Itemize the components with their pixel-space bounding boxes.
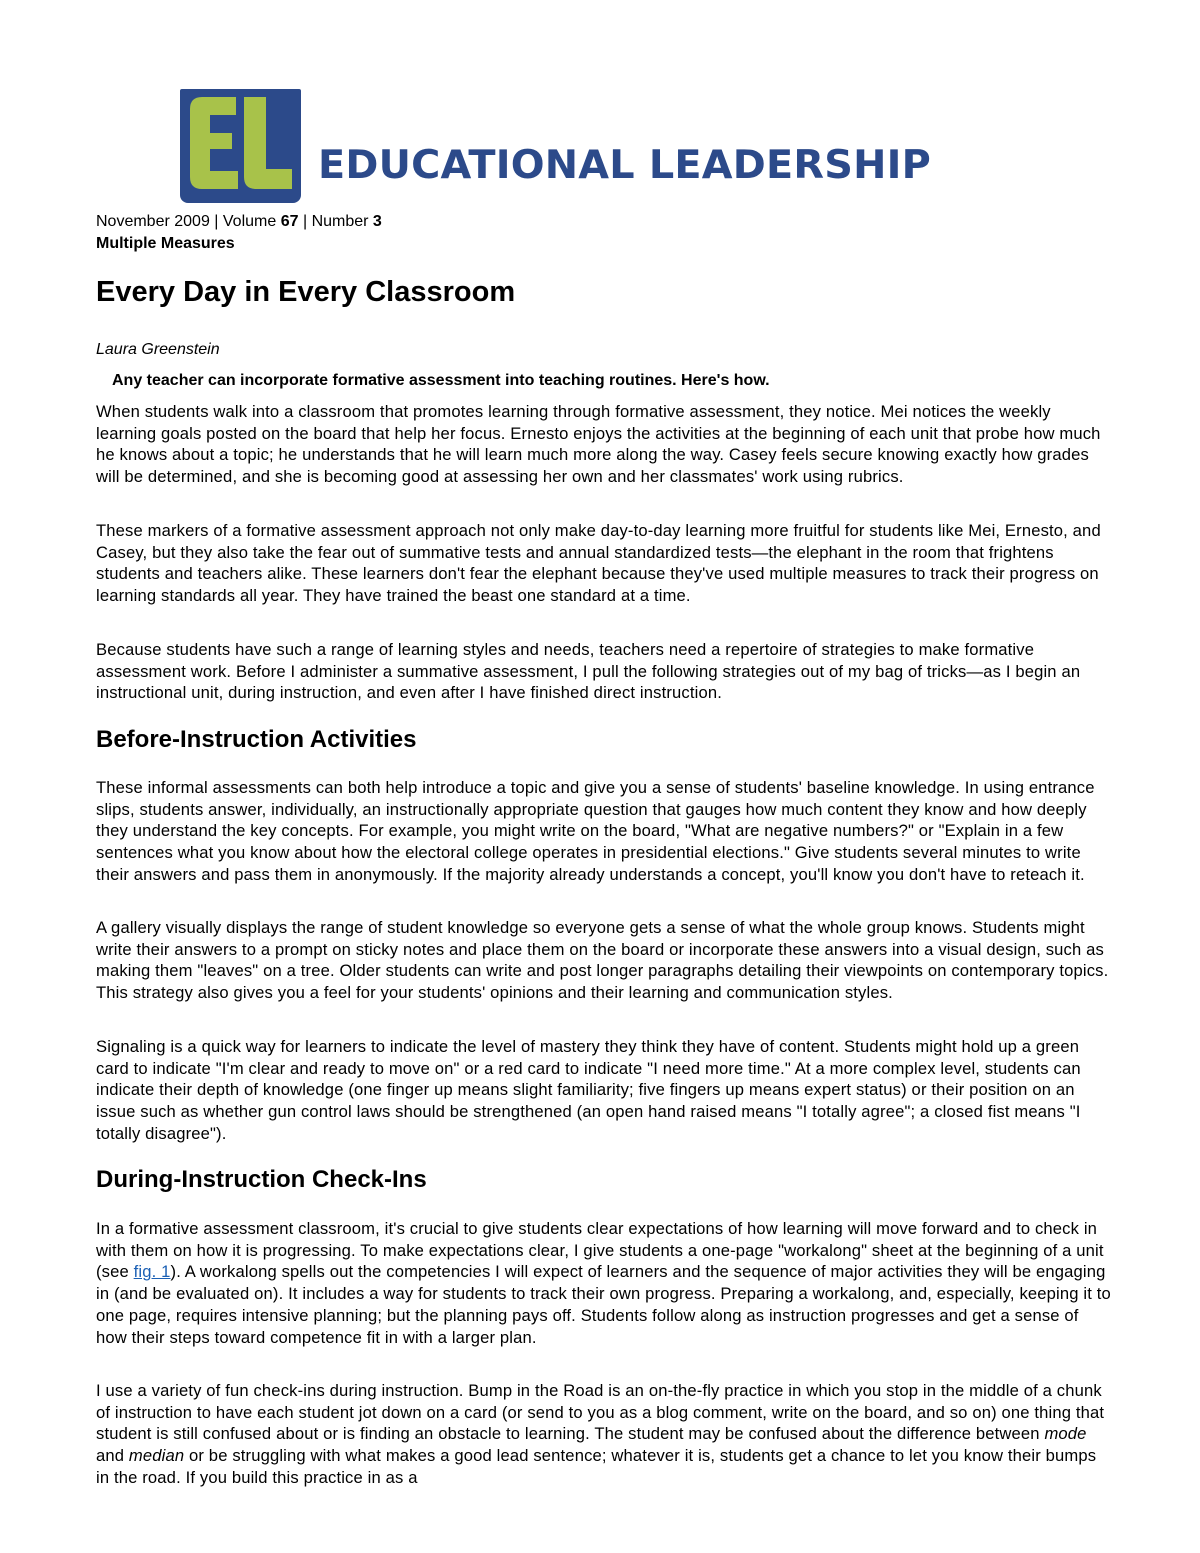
logo-wordmark: EDUCATIONAL LEADERSHIP <box>318 143 931 188</box>
intro-paragraph-2: These markers of a formative assessment approach not only make day-to-day learning more fruitful for students like Mei, Ernesto, and Casey, but they also take the fear out of summative tests and annual standardized tests—the elephant in the room that frightens students and teachers alike. These learners don't fear the elephant because they've used multiple measures to track their progress on learning standards all year. They have trained the beast one standard at a time. <box>96 521 1101 606</box>
term-median: median <box>128 1446 185 1466</box>
el-letters-icon <box>180 89 301 203</box>
issue-number: 3 <box>372 213 382 230</box>
section-heading-before-instruction: Before-Instruction Activities <box>96 726 417 753</box>
intro-paragraph-1: When students walk into a classroom that promotes learning through formative assessment, they notice. Mei notices the weekly learning goals posted on the board that help her focus. Ernesto enjoys the activities at the beginning of each unit that probe how much he knows about a topic; he understands that he will learn much more along the way. Casey feels secure knowing exactly how grades will be determined, and she is becoming good at assessing her own and her classmates' work using rubrics. <box>96 402 1101 487</box>
article-deck: Any teacher can incorporate formative assessment into teaching routines. Here's how. <box>112 372 770 389</box>
during-p2-text-a: I use a variety of fun check-ins during instruction. Bump in the Road is an on-the-fly practice in which you stop in the middle of a chunk of instruction to have each student jot down on a card (or send to you as a blog comment, write on the board, and so on) one thing that student is still confused about or is finding an obstacle to learning. The student may be confused about the difference between <box>96 1381 1105 1444</box>
issue-month: November 2009 <box>96 213 210 230</box>
during-p1-text-b: ). A workalong spells out the competencies I will expect of learners and the sequence of major activities they will be engaging in (and be evaluated on). It includes a way for students to track their own progress. Preparing a workalong, and, especially, keeping it to one page, requires intensive planning; but the planning pays off. Students follow along as instruction progresses and get a sense of how their steps toward competence fit in with a larger plan. <box>96 1262 1111 1347</box>
volume-label: Volume <box>222 213 277 230</box>
intro-paragraph-3: Because students have such a range of learning styles and needs, teachers need a repertoire of strategies to make formative assessment work. Before I administer a summative assessment, I pull the following strategies out of my bag of tricks—as I begin an instructional unit, during instruction, and even after I have finished direct instruction. <box>96 640 1081 703</box>
el-logo-badge <box>180 89 301 203</box>
during-paragraph-1 <box>96 1218 1111 1348</box>
issue-info: November 2009 | Volume 67 | Number 3 <box>96 213 382 230</box>
article-title: Every Day in Every Classroom <box>96 276 516 308</box>
before-paragraph-2: A gallery visually displays the range of student knowledge so everyone gets a sense of what the whole group knows. Students might write their answers to a prompt on sticky notes and place them on the board or incorporate these answers into a visual design, such as making them "leaves" on a tree. Older students can write and post longer paragraphs detailing their viewpoints on contemporary topics. This strategy also gives you a feel for your students' opinions and their learning and communication styles. <box>96 918 1109 1003</box>
before-paragraph-3: Signaling is a quick way for learners to indicate the level of mastery they think they have of content. Students might hold up a green card to indicate "I'm clear and ready to move on" or a red card to indicate "I need more time." At a more complex level, students can indicate their depth of knowledge (one finger up means slight familiarity; five fingers up means expert status) or their position on an issue such as whether gun control laws should be strengthened (an open hand raised means "I totally agree"; a closed fist means "I totally disagree"). <box>96 1037 1081 1143</box>
number-label: Number <box>311 213 369 230</box>
before-paragraph-1: These informal assessments can both help introduce a topic and give you a sense of students' baseline knowledge. In using entrance slips, students answer, individually, an instructionally appropriate question that gauges how much content they know and how deeply they understand the key concepts. For example, you might write on the board, "What are negative numbers?" or "Explain in a few sentences what you know about how the electoral college operates in presidential elections." Give students several minutes to write their answers and pass them in anonymously. If the majority already understands a concept, you'll know you don't have to reteach it. <box>96 778 1095 884</box>
during-paragraph-2 <box>96 1380 1111 1489</box>
article-author: Laura Greenstein <box>96 341 220 358</box>
publication-logo <box>180 89 1000 203</box>
during-p2-text-b: and <box>96 1446 129 1466</box>
during-p1-text-a: In a formative assessment classroom, it's crucial to give students clear expectations of how learning will move forward and to check in with them on how it is progressing. To make expectations clear, I give students a one-page "workalong" sheet at the beginning of a unit (see <box>96 1219 1104 1282</box>
term-mode: mode <box>1044 1424 1087 1444</box>
volume-number: 67 <box>280 213 299 230</box>
during-p2-text-c: or be struggling with what makes a good lead sentence; whatever it is, students get a chance to let you know their bumps in the road. If you build this practice in as a <box>96 1446 1097 1487</box>
section-heading-during-instruction: During-Instruction Check-Ins <box>96 1166 427 1193</box>
issue-theme: Multiple Measures <box>96 235 235 252</box>
fig-1-link[interactable]: fig. 1 <box>133 1262 171 1282</box>
